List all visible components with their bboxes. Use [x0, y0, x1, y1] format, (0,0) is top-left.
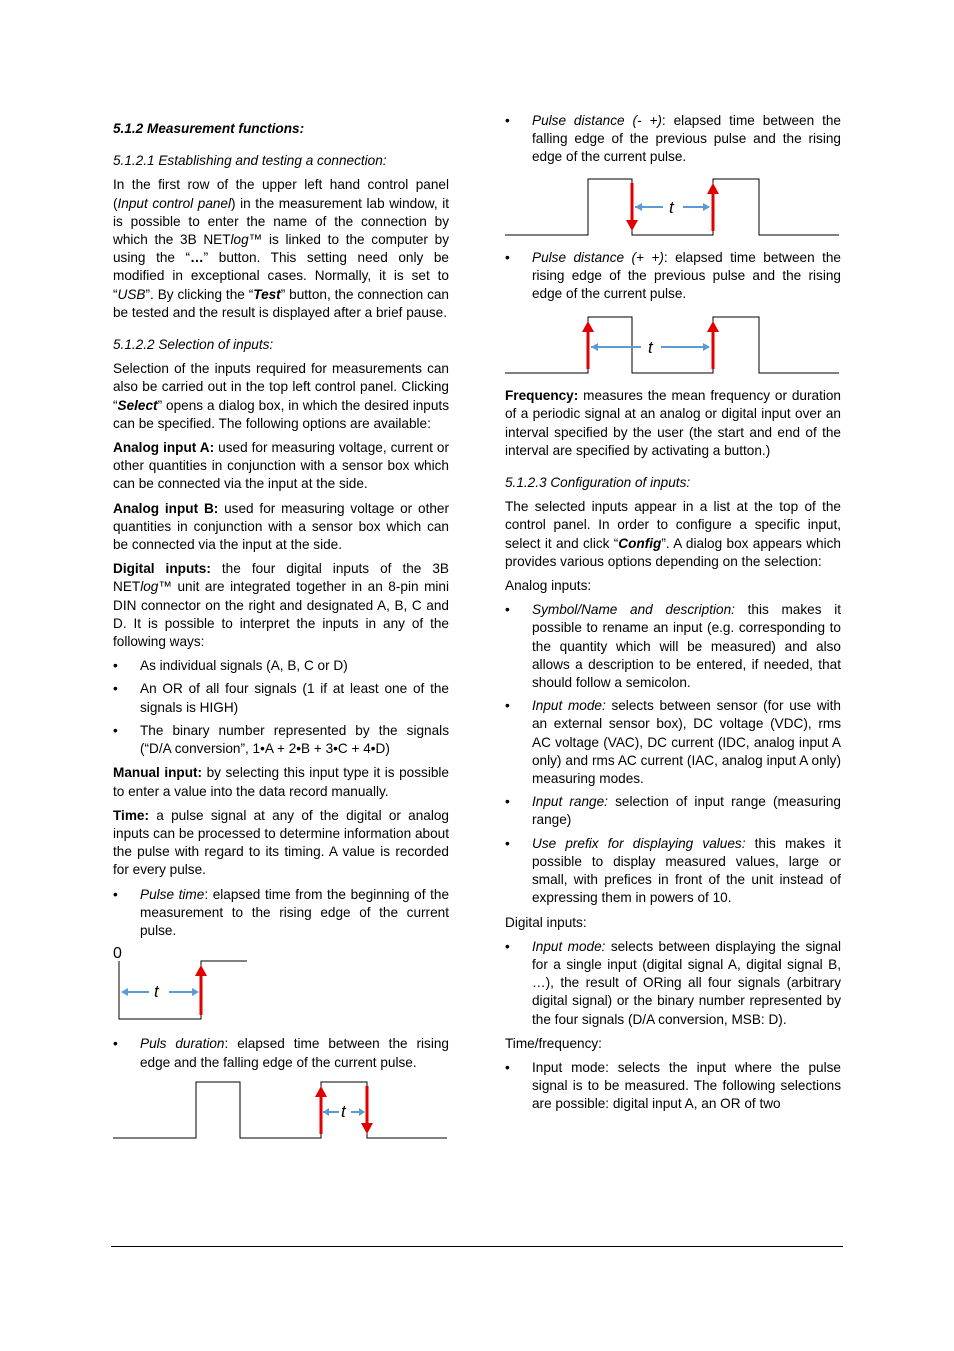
section-title: 5.1.2 Measurement functions:: [113, 121, 305, 136]
footer-rule: [111, 1246, 843, 1247]
config-paragraph: The selected inputs appear in a list at the top of the control panel. In order to configure a specific input, select it and click “Config”. A dialog box appears which provides various options depending on the selection:: [505, 499, 841, 569]
analog-b-paragraph: Analog input B: used for measuring voltage or other quantities in conjunction with a sensor box which can be connected via the input at the side.: [113, 500, 449, 553]
time-paragraph: Time: a pulse signal at any of the digital or analog inputs can be processed to determine information about the pulse with regard to its timing. A value is recorded for every pulse.: [113, 807, 449, 878]
subsection-title-inputs: 5.1.2.2 Selection of inputs:: [113, 337, 274, 353]
list-item: • Puls duration: elapsed time between the rising edge and the falling edge of the current pulse.: [113, 1035, 449, 1071]
time-frequency-label: Time/frequency:: [505, 1035, 602, 1051]
duration-list: [113, 1035, 449, 1071]
list-item: • An OR of all four signals (1 if at least one of the signals is HIGH): [113, 680, 449, 716]
analog-a-paragraph: Analog input A: used for measuring voltage, current or other quantities in conjunction with a sensor box which can be connected via the input at the side.: [113, 440, 450, 492]
list-item: • Symbol/Name and description: this makes it possible to rename an input (e.g. corresponding to the quantity which will be measured) and also allows a description to be entered, if needed, that should follow a semicolon.: [505, 601, 841, 692]
list-item: • Input mode: selects between displaying the signal for a single input (digital signal A, digital signal B, …), the result of ORing all four signals (arbitrary digital signal) or the binary number represented by the four signals (D/A conversion, MSB: D).: [505, 938, 841, 1029]
subsection-title-config: 5.1.2.3 Configuration of inputs:: [505, 475, 691, 491]
pulse-distance-mp-list: [505, 112, 841, 167]
list-item: • Pulse time: elapsed time from the beginning of the measurement to the rising edge of the current pulse.: [113, 886, 449, 941]
digital-paragraph: Digital inputs: the four digital inputs of the 3B NETlog™ unit are integrated together in an 8-pin mini DIN connector on the right and designated A, B, C and D. It is possible to interpret the inputs in any of the following ways:: [113, 561, 449, 650]
digital-config-list: [505, 938, 841, 1029]
connection-paragraph: In the first row of the upper left hand control panel (Input control panel) in the measurement lab window, it is possible to enter the name of the connection by which the 3B NETlog™ is linked to the computer by using the “…” button. This setting need only be modified in exceptional cases. Normally, it is set to “USB”. By clicking the “Test” button, the connection can be tested and the result is displayed after a brief pause.: [113, 177, 449, 320]
left-column: [113, 120, 449, 1152]
analog-config-list: [505, 601, 841, 907]
list-item: • As individual signals (A, B, C or D): [113, 657, 449, 675]
list-item: • Input range: selection of input range (measuring range): [505, 793, 841, 829]
list-item: • The binary number represented by the signals (“D/A conversion”, 1•A + 2•B + 3•C + 4•D): [113, 722, 449, 758]
list-item: • Input mode: selects the input where the pulse signal is to be measured. The following selections are possible: digital input A, an OR of two: [505, 1059, 841, 1114]
frequency-paragraph: Frequency: measures the mean frequency or duration of a periodic signal at an analog or digital input over an interval specified by the user (the start and end of the interval are specified by activating a button.): [505, 388, 841, 458]
list-item: • Pulse distance (- +): elapsed time between the falling edge of the previous pulse and the rising edge of the current pulse.: [505, 112, 841, 167]
inputs-paragraph: Selection of the inputs required for measurements can also be carried out in the top left control panel. Clicking “Select” opens a dialog box, in which the desired inputs can be specified. The following options are available:: [113, 361, 449, 431]
list-item: • Input mode: selects between sensor (for use with an external sensor box), DC voltage (VDC), rms AC voltage (VAC), DC current (IDC, analog input A only) and rms AC current (IAC, analog input A only) measuring modes.: [505, 697, 841, 788]
pulse-distance-pp-diagram: [505, 315, 841, 377]
time-list: [113, 886, 449, 941]
t-label: t: [154, 982, 159, 1002]
zero-label: 0: [113, 945, 122, 963]
t-label: t: [669, 197, 674, 217]
pulse-time-diagram: [113, 959, 253, 1025]
list-item: • Pulse distance (+ +): elapsed time between the rising edge of the previous pulse and the rising edge of the current pulse.: [505, 249, 841, 304]
list-item: • Use prefix for displaying values: this makes it possible to display measured values, large or small, with prefices in front of the unit instead of expressing them in powers of 10.: [505, 835, 841, 908]
analog-inputs-label: Analog inputs:: [505, 578, 592, 594]
manual-paragraph: Manual input: by selecting this input type it is possible to enter a value into the data record manually.: [113, 765, 449, 799]
t-label: t: [648, 338, 653, 358]
subsection-title-connection: 5.1.2.1 Establishing and testing a connection:: [113, 153, 387, 169]
pulse-distance-mp-diagram: [505, 177, 841, 239]
t-label: t: [341, 1101, 346, 1121]
digital-options-list: [113, 657, 449, 758]
time-frequency-list: [505, 1059, 841, 1114]
pulse-duration-diagram: [113, 1080, 449, 1142]
digital-inputs-label: Digital inputs:: [505, 914, 587, 930]
right-column: [505, 112, 841, 1120]
pulse-distance-pp-list: [505, 249, 841, 304]
